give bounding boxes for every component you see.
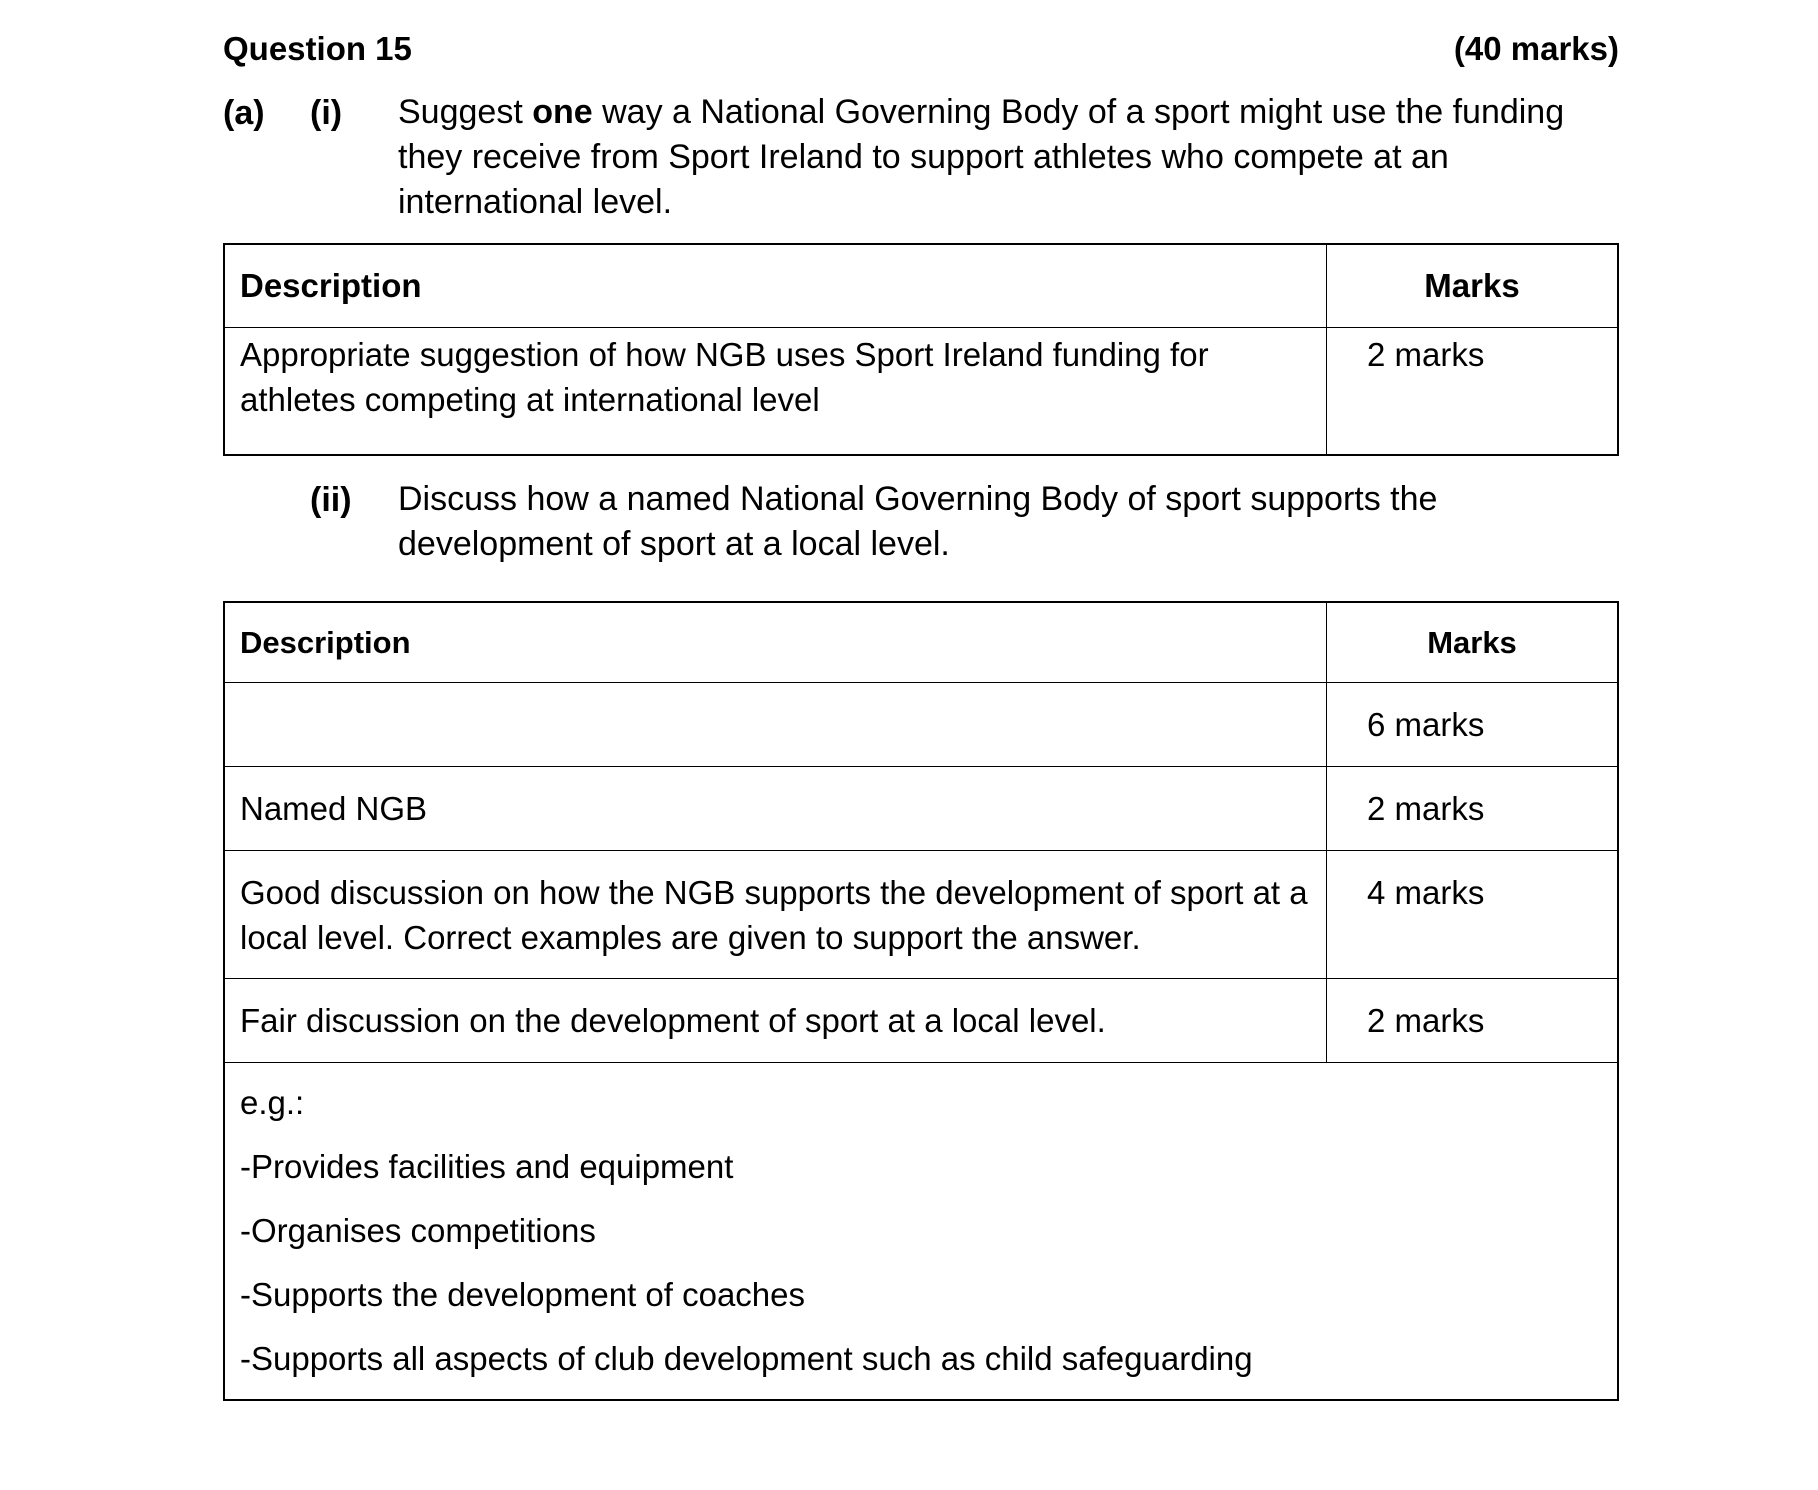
row-description: Good discussion on how the NGB supports the development of sport at a local level. Correct examples are given to support the answer. (224, 850, 1327, 978)
examples-list (240, 1071, 1602, 1391)
description-header: Description (224, 244, 1327, 327)
table-row (224, 327, 1618, 455)
marks-header: Marks (1327, 244, 1619, 327)
description-header: Description (224, 602, 1327, 682)
row-marks: 2 marks (1327, 766, 1619, 850)
table-row (224, 978, 1618, 1062)
question-header (223, 30, 1619, 70)
row-marks: 6 marks (1327, 682, 1619, 766)
part-a-i-label: (i) (310, 94, 343, 132)
row-description (224, 682, 1327, 766)
row-marks: 2 marks (1327, 978, 1619, 1062)
table-row (224, 766, 1618, 850)
table-row (224, 850, 1618, 978)
prompt-text-after: way a National Governing Body of a sport might use the funding they receive from Sport Ireland to support athletes who compete at an international level. (398, 93, 1565, 221)
rubric-header-row (224, 602, 1618, 682)
examples-intro: e.g.: (240, 1083, 305, 1121)
examples-cell (224, 1062, 1618, 1400)
part-a-ii-label: (ii) (310, 481, 352, 519)
question-title: Question 15 (223, 30, 412, 67)
table-row (224, 682, 1618, 766)
prompt-emphasis: one (532, 93, 593, 131)
rubric-header-row (224, 244, 1618, 327)
list-item: -Provides facilities and equipment (240, 1147, 734, 1185)
rubric-table-a-i (223, 243, 1619, 456)
prompt-text-before: Suggest (398, 93, 533, 131)
row-description: Named NGB (224, 766, 1327, 850)
examples-row (224, 1062, 1618, 1400)
row-marks: 4 marks (1327, 850, 1619, 978)
row-description: Fair discussion on the development of sport at a local level. (224, 978, 1327, 1062)
list-item: -Organises competitions (240, 1211, 596, 1249)
rubric-table-a-ii (223, 601, 1619, 1401)
question-total-marks: (40 marks) (1453, 30, 1619, 67)
row-description: Appropriate suggestion of how NGB uses Sport Ireland funding for athletes competing at international level (224, 327, 1327, 455)
part-a-label: (a) (223, 94, 265, 132)
part-a-ii-prompt: Discuss how a named National Governing Body of sport supports the development of sport at a local level. (398, 480, 1438, 563)
part-a-i-prompt (398, 90, 1613, 225)
marks-header: Marks (1327, 602, 1619, 682)
list-item: -Supports all aspects of club development such as child safeguarding (240, 1339, 1253, 1377)
list-item: -Supports the development of coaches (240, 1275, 806, 1313)
row-marks: 2 marks (1327, 327, 1619, 455)
